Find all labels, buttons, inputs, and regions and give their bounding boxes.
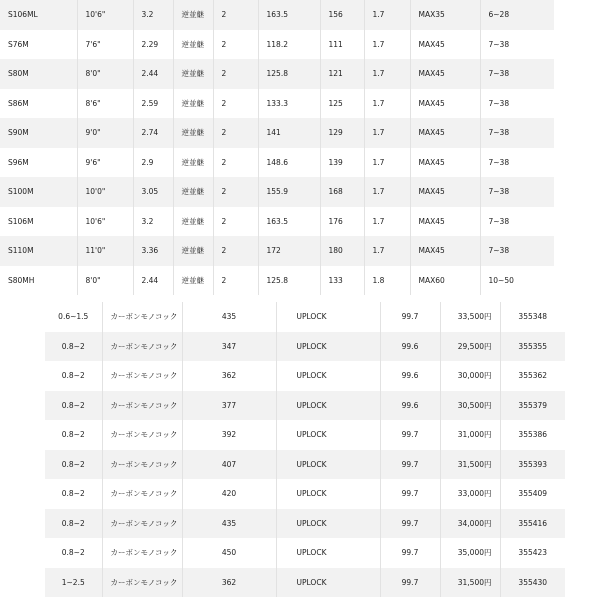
cell-pieces: 2 [213, 118, 258, 148]
rod-spec-table-upper [0, 0, 554, 295]
table-row [45, 420, 565, 450]
table-row [0, 207, 554, 237]
cell-closed-length: 118.2 [258, 30, 320, 60]
cell-weight: 111 [320, 30, 364, 60]
cell-line-range: 6~28 [480, 0, 554, 30]
cell-jan-code: 355348 [500, 302, 565, 332]
cell-line-range: 7~38 [480, 207, 554, 237]
cell-pieces: 2 [213, 59, 258, 89]
cell-reel-seat: UPLOCK [276, 361, 380, 391]
cell-carbon-ratio: 99.6 [380, 361, 440, 391]
cell-joint-type: 逆並継 [173, 0, 213, 30]
cell-top-diameter: 1.7 [364, 236, 410, 266]
cell-carbon-ratio: 99.7 [380, 509, 440, 539]
table-row [45, 568, 565, 598]
cell-length-m: 2.29 [133, 30, 173, 60]
cell-reel-seat: UPLOCK [276, 302, 380, 332]
cell-pe-line: 0.8~2 [61, 430, 85, 440]
cell-weight: 129 [320, 118, 364, 148]
cell-reel-seat: UPLOCK [276, 391, 380, 421]
cell-length: 9'6" [77, 148, 133, 178]
cell-jan-code: 355393 [500, 450, 565, 480]
cell-grip: カーボンモノコック [102, 568, 182, 598]
cell-carbon-ratio: 99.7 [380, 302, 440, 332]
cell-model: S80MH [8, 275, 35, 285]
cell-model: S96M [8, 157, 29, 167]
table-row [45, 302, 565, 332]
cell-length-m: 2.59 [133, 89, 173, 119]
cell-pe-line: 0.8~2 [61, 489, 85, 499]
cell-closed-length: 163.5 [258, 0, 320, 30]
cell-pieces: 2 [213, 236, 258, 266]
cell-line-range: 7~38 [480, 118, 554, 148]
cell-price: 33,000円 [440, 479, 500, 509]
cell-model: S80M [0, 59, 77, 89]
cell-pieces: 2 [213, 177, 258, 207]
cell-jan-code: 355362 [500, 361, 565, 391]
cell-top-diameter: 1.7 [364, 0, 410, 30]
cell-model: S106ML [0, 0, 77, 30]
cell-grip: カーボンモノコック [102, 450, 182, 480]
cell-reel-seat: UPLOCK [276, 568, 380, 598]
cell-length: 9'0" [77, 118, 133, 148]
cell-jan-code: 355355 [500, 332, 565, 362]
cell-length: 8'0" [77, 266, 133, 296]
cell-pieces: 2 [213, 0, 258, 30]
cell-grip: カーボンモノコック [102, 332, 182, 362]
cell-price: 35,000円 [440, 538, 500, 568]
cell-closed-length: 133.3 [258, 89, 320, 119]
cell-carbon-ratio: 99.7 [380, 568, 440, 598]
cell-pe-line: 0.8~2 [45, 450, 102, 480]
cell-joint-type: 逆並継 [173, 207, 213, 237]
cell-top-diameter: 1.7 [364, 89, 410, 119]
cell-pieces: 2 [213, 30, 258, 60]
cell-lure-weight: MAX45 [410, 148, 480, 178]
cell-pe-line: 1~2.5 [45, 568, 102, 598]
cell-weight: 121 [320, 59, 364, 89]
cell-weight: 168 [320, 177, 364, 207]
cell-pe-line: 0.6~1.5 [58, 312, 89, 322]
table-row [0, 266, 554, 296]
cell-grip: カーボンモノコック [102, 509, 182, 539]
table-row [0, 177, 554, 207]
cell-rod-weight: 377 [182, 391, 276, 421]
cell-price: 30,000円 [440, 361, 500, 391]
cell-model: S100M [0, 177, 77, 207]
cell-line-range: 7~38 [480, 148, 554, 178]
table-row [0, 59, 554, 89]
cell-rod-weight: 420 [182, 479, 276, 509]
cell-top-diameter: 1.7 [364, 207, 410, 237]
cell-length-m: 2.9 [133, 148, 173, 178]
cell-carbon-ratio: 99.6 [380, 332, 440, 362]
cell-pieces: 2 [213, 148, 258, 178]
cell-pe-line: 0.8~2 [45, 391, 102, 421]
cell-price: 31,500円 [440, 568, 500, 598]
cell-lure-weight: MAX45 [410, 177, 480, 207]
table-row [45, 391, 565, 421]
cell-closed-length: 155.9 [258, 177, 320, 207]
cell-joint-type: 逆並継 [173, 59, 213, 89]
cell-lure-weight: MAX45 [410, 89, 480, 119]
cell-jan-code: 355379 [500, 391, 565, 421]
cell-weight: 139 [320, 148, 364, 178]
table-row [0, 0, 554, 30]
cell-reel-seat: UPLOCK [276, 538, 380, 568]
cell-length: 10'6" [77, 0, 133, 30]
cell-closed-length: 125.8 [258, 59, 320, 89]
cell-lure-weight: MAX45 [410, 207, 480, 237]
cell-price: 34,000円 [440, 509, 500, 539]
cell-carbon-ratio: 99.7 [380, 420, 440, 450]
cell-joint-type: 逆並継 [173, 118, 213, 148]
cell-top-diameter: 1.7 [364, 177, 410, 207]
cell-length: 11'0" [77, 236, 133, 266]
cell-carbon-ratio: 99.6 [380, 391, 440, 421]
table-row [0, 148, 554, 178]
cell-line-range: 7~38 [480, 59, 554, 89]
cell-reel-seat: UPLOCK [276, 479, 380, 509]
cell-length-m: 2.44 [133, 266, 173, 296]
cell-weight: 133 [320, 266, 364, 296]
cell-line-range: 7~38 [480, 30, 554, 60]
cell-joint-type: 逆並継 [173, 148, 213, 178]
cell-pe-line: 0.8~2 [45, 332, 102, 362]
cell-pe-line: 0.8~2 [61, 548, 85, 558]
cell-jan-code: 355416 [500, 509, 565, 539]
cell-top-diameter: 1.7 [364, 30, 410, 60]
cell-rod-weight: 362 [182, 568, 276, 598]
table-row [0, 30, 554, 60]
cell-model: S86M [8, 98, 29, 108]
cell-lure-weight: MAX45 [410, 59, 480, 89]
cell-line-range: 10~50 [480, 266, 554, 296]
cell-length-m: 3.2 [133, 0, 173, 30]
cell-top-diameter: 1.8 [364, 266, 410, 296]
cell-weight: 180 [320, 236, 364, 266]
cell-model: S90M [0, 118, 77, 148]
cell-pe-line: 0.8~2 [61, 371, 85, 381]
cell-rod-weight: 362 [182, 361, 276, 391]
cell-carbon-ratio: 99.7 [380, 450, 440, 480]
cell-length: 7'6" [77, 30, 133, 60]
cell-price: 31,500円 [440, 450, 500, 480]
cell-price: 31,000円 [440, 420, 500, 450]
rod-spec-table-lower [45, 302, 565, 597]
cell-lure-weight: MAX45 [410, 236, 480, 266]
cell-lure-weight: MAX45 [410, 118, 480, 148]
cell-lure-weight: MAX35 [410, 0, 480, 30]
cell-joint-type: 逆並継 [173, 89, 213, 119]
cell-rod-weight: 435 [182, 509, 276, 539]
cell-price: 33,500円 [440, 302, 500, 332]
cell-pieces: 2 [213, 266, 258, 296]
cell-length: 8'0" [77, 59, 133, 89]
cell-jan-code: 355423 [500, 538, 565, 568]
cell-reel-seat: UPLOCK [276, 450, 380, 480]
cell-price: 29,500円 [440, 332, 500, 362]
cell-rod-weight: 392 [182, 420, 276, 450]
cell-top-diameter: 1.7 [364, 148, 410, 178]
cell-model: S76M [8, 39, 29, 49]
table-row [45, 450, 565, 480]
cell-grip: カーボンモノコック [102, 361, 182, 391]
cell-grip: カーボンモノコック [102, 420, 182, 450]
cell-price: 30,500円 [440, 391, 500, 421]
cell-joint-type: 逆並継 [173, 30, 213, 60]
cell-grip: カーボンモノコック [102, 391, 182, 421]
table-row [45, 361, 565, 391]
table-row [0, 236, 554, 266]
cell-pieces: 2 [213, 89, 258, 119]
cell-line-range: 7~38 [480, 236, 554, 266]
cell-reel-seat: UPLOCK [276, 509, 380, 539]
cell-length: 10'6" [77, 207, 133, 237]
cell-joint-type: 逆並継 [173, 177, 213, 207]
cell-length: 10'0" [77, 177, 133, 207]
cell-length-m: 3.36 [133, 236, 173, 266]
cell-grip: カーボンモノコック [102, 302, 182, 332]
cell-closed-length: 148.6 [258, 148, 320, 178]
cell-length: 8'6" [77, 89, 133, 119]
cell-lure-weight: MAX45 [410, 30, 480, 60]
cell-closed-length: 141 [258, 118, 320, 148]
cell-rod-weight: 407 [182, 450, 276, 480]
cell-closed-length: 172 [258, 236, 320, 266]
cell-reel-seat: UPLOCK [276, 332, 380, 362]
cell-grip: カーボンモノコック [102, 479, 182, 509]
cell-line-range: 7~38 [480, 89, 554, 119]
cell-length-m: 3.05 [133, 177, 173, 207]
cell-jan-code: 355409 [500, 479, 565, 509]
cell-joint-type: 逆並継 [173, 266, 213, 296]
table-row [0, 118, 554, 148]
cell-line-range: 7~38 [480, 177, 554, 207]
cell-reel-seat: UPLOCK [276, 420, 380, 450]
cell-model: S106M [8, 216, 34, 226]
cell-rod-weight: 450 [182, 538, 276, 568]
cell-top-diameter: 1.7 [364, 118, 410, 148]
cell-grip: カーボンモノコック [102, 538, 182, 568]
cell-closed-length: 125.8 [258, 266, 320, 296]
table-row [45, 479, 565, 509]
cell-rod-weight: 347 [182, 332, 276, 362]
table-row [0, 89, 554, 119]
cell-weight: 125 [320, 89, 364, 119]
cell-jan-code: 355386 [500, 420, 565, 450]
cell-weight: 156 [320, 0, 364, 30]
cell-model: S110M [0, 236, 77, 266]
table-row [45, 332, 565, 362]
cell-weight: 176 [320, 207, 364, 237]
cell-length-m: 3.2 [133, 207, 173, 237]
cell-lure-weight: MAX60 [410, 266, 480, 296]
cell-pieces: 2 [213, 207, 258, 237]
cell-joint-type: 逆並継 [173, 236, 213, 266]
table-row [45, 509, 565, 539]
cell-length-m: 2.44 [133, 59, 173, 89]
table-row [45, 538, 565, 568]
cell-closed-length: 163.5 [258, 207, 320, 237]
cell-carbon-ratio: 99.7 [380, 479, 440, 509]
cell-jan-code: 355430 [500, 568, 565, 598]
cell-top-diameter: 1.7 [364, 59, 410, 89]
cell-carbon-ratio: 99.7 [380, 538, 440, 568]
cell-length-m: 2.74 [133, 118, 173, 148]
cell-pe-line: 0.8~2 [45, 509, 102, 539]
cell-rod-weight: 435 [182, 302, 276, 332]
